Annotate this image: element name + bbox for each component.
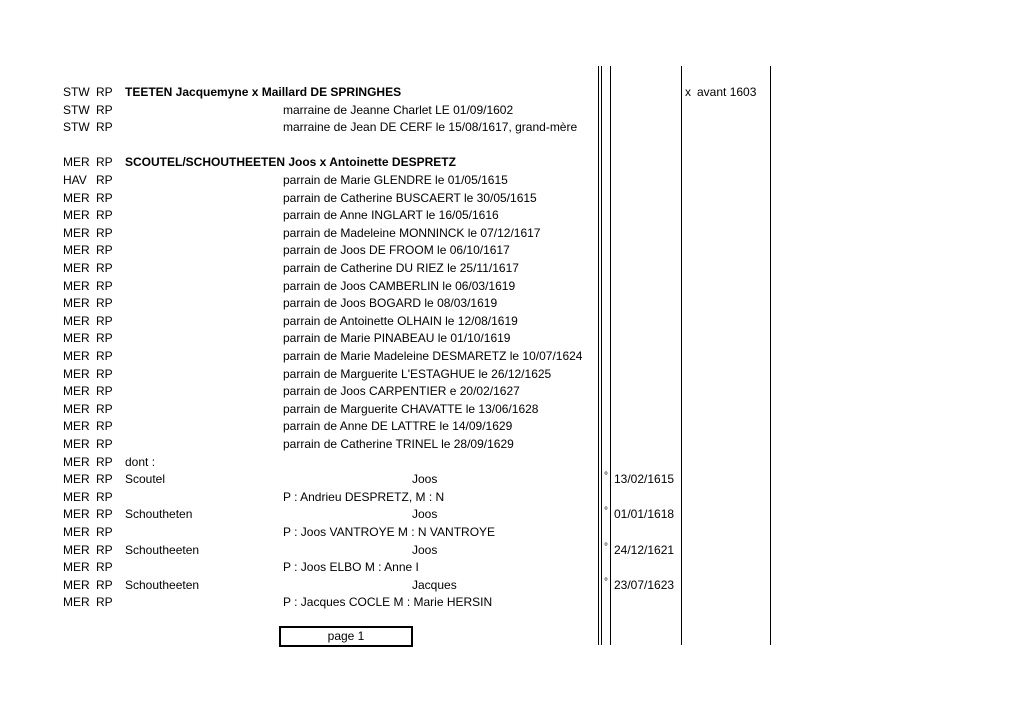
record-row (0, 471, 1024, 488)
event-description: parrain de Catherine BUSCAERT le 30/05/1615 (283, 190, 537, 205)
register-code: RP (96, 437, 113, 451)
record-row (0, 190, 1024, 207)
location-code: MER (63, 296, 90, 311)
event-description: parrain de Marie GLENDRE le 01/05/1615 (283, 173, 508, 187)
location-code: MER (63, 542, 90, 557)
event-description: parrain de Antoinette OLHAIN le 12/08/1619 (283, 313, 518, 328)
first-name: Jacques (412, 577, 457, 592)
record-row (0, 418, 1024, 435)
location-code: MER (63, 472, 90, 487)
register-code: RP (96, 190, 113, 205)
location-code: MER (63, 313, 90, 328)
register-code: RP (96, 102, 113, 117)
event-description: parrain de Marie Madeleine DESMARETZ le 10/07/1624 (283, 349, 583, 363)
record-row (0, 559, 1024, 576)
location-code: MER (63, 155, 90, 170)
register-code: RP (96, 155, 113, 170)
register-code: RP (96, 560, 113, 575)
baptism-date: 01/01/1618 (614, 507, 675, 522)
register-code: RP (96, 595, 113, 610)
record-row (0, 154, 1024, 171)
event-description: parrain de Madeleine MONNINCK le 07/12/1617 (283, 225, 541, 240)
location-code: STW (63, 120, 90, 135)
location-code: MER (63, 560, 90, 575)
person-name: dont : (125, 454, 156, 469)
record-row (0, 278, 1024, 295)
baptism-date: 13/02/1615 (614, 472, 675, 487)
location-code: MER (63, 401, 90, 416)
register-code: RP (96, 173, 113, 187)
register-code: RP (96, 349, 113, 363)
register-code: RP (96, 366, 113, 381)
record-row (0, 401, 1024, 418)
register-code: RP (96, 331, 113, 346)
location-code: MER (63, 437, 90, 451)
location-code: MER (63, 278, 90, 293)
event-description: marraine de Jeanne Charlet LE 01/09/1602 (283, 102, 514, 117)
record-row (0, 524, 1024, 541)
record-row (0, 577, 1024, 594)
register-code: RP (96, 296, 113, 311)
record-row (0, 348, 1024, 365)
event-description: parrain de Marie PINABEAU le 01/10/1619 (283, 331, 511, 346)
event-description: parrain de Joos BOGARD le 08/03/1619 (283, 296, 498, 311)
record-row (0, 330, 1024, 347)
record-row (0, 383, 1024, 400)
register-code: RP (96, 542, 113, 557)
location-code: HAV (63, 173, 87, 187)
register-code: RP (96, 313, 113, 328)
location-code: MER (63, 595, 90, 610)
marriage-mark: x (685, 85, 691, 99)
record-row (0, 260, 1024, 277)
first-name: Joos (412, 507, 438, 522)
register-code: RP (96, 278, 113, 293)
location-code: MER (63, 577, 90, 592)
register-code: RP (96, 384, 113, 399)
event-description: parrain de Marguerite CHAVATTE le 13/06/1628 (283, 401, 539, 416)
event-description: parrain de Joos DE FROOM le 06/10/1617 (283, 243, 510, 258)
event-description: parrain de Anne INGLART le 16/05/1616 (283, 208, 499, 223)
record-row (0, 506, 1024, 523)
register-code: RP (96, 225, 113, 240)
register-code: RP (96, 120, 113, 135)
baptism-date: 24/12/1621 (614, 542, 675, 557)
register-code: RP (96, 525, 113, 539)
event-description: P : Andrieu DESPRETZ, M : N (283, 489, 445, 504)
record-row (0, 119, 1024, 136)
record-row (0, 102, 1024, 119)
event-description: marraine de Jean DE CERF le 15/08/1617, grand-mère (283, 120, 578, 135)
event-description: parrain de Joos CAMBERLIN le 06/03/1619 (283, 278, 516, 293)
baptism-symbol: ° (604, 506, 608, 518)
event-description: P : Joos ELBO M : Anne I (283, 560, 419, 575)
location-code: MER (63, 384, 90, 399)
register-code: RP (96, 454, 113, 469)
location-code: MER (63, 489, 90, 504)
register-code: RP (96, 208, 113, 223)
record-row (0, 366, 1024, 383)
record-row (0, 172, 1024, 189)
register-code: RP (96, 577, 113, 592)
baptism-symbol: ° (604, 576, 608, 588)
first-name: Joos (412, 542, 438, 557)
register-code: RP (96, 419, 113, 434)
record-row (0, 454, 1024, 471)
event-description: parrain de Catherine DU RIEZ le 25/11/1617 (283, 261, 519, 275)
location-code: MER (63, 190, 90, 205)
register-code: RP (96, 243, 113, 258)
record-row (0, 313, 1024, 330)
record-row (0, 225, 1024, 242)
register-code: RP (96, 507, 113, 522)
location-code: MER (63, 507, 90, 522)
record-row (0, 542, 1024, 559)
record-row (0, 436, 1024, 453)
location-code: MER (63, 225, 90, 240)
register-code: RP (96, 261, 113, 275)
register-code: RP (96, 489, 113, 504)
event-description: parrain de Anne DE LATTRE le 14/09/1629 (283, 419, 513, 434)
record-row (0, 594, 1024, 611)
location-code: MER (63, 331, 90, 346)
location-code: MER (63, 261, 90, 275)
location-code: MER (63, 454, 90, 469)
register-code: RP (96, 85, 113, 99)
register-code: RP (96, 472, 113, 487)
person-name: SCOUTEL/SCHOUTHEETEN Joos x Antoinette DESPRETZ (125, 155, 456, 170)
record-row (0, 84, 1024, 101)
person-name: Schoutheeten (125, 577, 200, 592)
person-name: TEETEN Jacquemyne x Maillard DE SPRINGHES (125, 85, 402, 99)
person-name: Schoutheeten (125, 542, 200, 557)
location-code: STW (63, 85, 90, 99)
location-code: MER (63, 243, 90, 258)
record-row (0, 207, 1024, 224)
first-name: Joos (412, 472, 438, 487)
location-code: MER (63, 349, 90, 363)
baptism-symbol: ° (604, 541, 608, 553)
register-code: RP (96, 401, 113, 416)
event-description: parrain de Catherine TRINEL le 28/09/1629 (283, 437, 514, 451)
page-label: page 1 (279, 626, 413, 647)
record-row (0, 295, 1024, 312)
event-description: P : Jacques COCLE M : Marie HERSIN (283, 595, 493, 610)
date-annotation: avant 1603 (697, 85, 757, 99)
baptism-date: 23/07/1623 (614, 577, 675, 592)
location-code: STW (63, 102, 90, 117)
record-row (0, 489, 1024, 506)
location-code: MER (63, 366, 90, 381)
baptism-symbol: ° (604, 471, 608, 483)
record-row (0, 242, 1024, 259)
location-code: MER (63, 208, 90, 223)
event-description: parrain de Joos CARPENTIER e 20/02/1627 (283, 384, 520, 399)
person-name: Schoutheten (125, 507, 193, 522)
person-name: Scoutel (125, 472, 166, 487)
event-description: parrain de Marguerite L'ESTAGHUE le 26/12/1625 (283, 366, 552, 381)
location-code: MER (63, 419, 90, 434)
record-row (0, 137, 1024, 154)
location-code: MER (63, 525, 90, 539)
event-description: P : Joos VANTROYE M : N VANTROYE (283, 525, 496, 539)
